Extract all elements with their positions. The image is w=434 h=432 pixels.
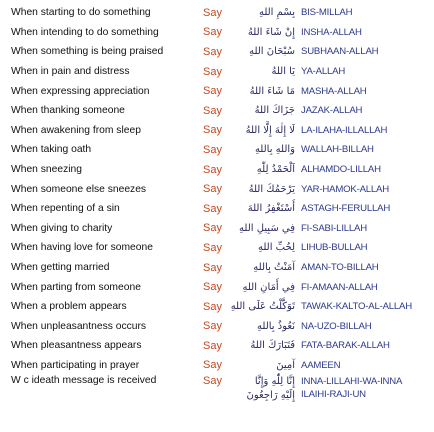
occasion-text: When getting married [11,262,110,274]
say-label: Say [203,339,222,352]
arabic-phrase: جَزَاكَ اللهُ [254,105,295,117]
arabic-phrase: بِسْمِ اللهِ [258,7,295,19]
say-label: Say [203,6,222,19]
say-label: Say [203,26,222,39]
occasion-text: When giving to charity [11,222,113,234]
arabic-phrase: يَرْحَمُكَ اللهُ [248,183,295,195]
occasion-text: When thanking someone [11,105,125,117]
transliteration: FI-AMAAN-ALLAH [301,281,378,293]
say-label: Say [203,202,222,215]
arabic-phrase: فَتَبَارَكَ اللهُ [250,340,295,352]
table-row [0,238,434,258]
transliteration: SUBHAAN-ALLAH [301,46,379,58]
say-label: Say [203,261,222,274]
arabic-phrase: أَسْتَغْفِرُ اللهَ [247,203,295,215]
table-row [0,258,434,278]
say-label: Say [203,143,222,156]
occasion-text: When having love for someone [11,242,153,254]
say-label: Say [203,300,222,313]
transliteration: YA-ALLAH [301,66,346,78]
table-row [0,317,434,337]
transliteration: LIHUB-BULLAH [301,242,368,254]
occasion-text: When awakening from sleep [11,124,141,136]
table-row [0,140,434,160]
phrases-table [0,3,434,409]
transliteration: JAZAK-ALLAH [301,105,363,117]
transliteration-line: INNA-LILLAHI-WA-INNA [301,376,403,388]
transliteration: WALLAH-BILLAH [301,144,374,156]
say-label: Say [203,163,222,176]
arabic-phrase-line: إِنَّا لِلّٰهِ وَإِنَّا [254,376,295,388]
table-row [0,297,434,317]
transliteration: NA-UZO-BILLAH [301,320,372,332]
table-row [0,219,434,239]
table-row [0,121,434,141]
table-row [0,62,434,82]
say-label: Say [203,359,222,372]
arabic-phrase: يَا اللهُ [271,66,295,78]
arabic-phrase: اَلْحَمْدُ لِلّٰهِ [256,164,295,176]
arabic-phrase: آمِينَ [276,359,295,371]
transliteration: FATA-BARAK-ALLAH [301,340,390,352]
occasion-text: When repenting of a sin [11,203,120,215]
arabic-phrase: مَا شَاءَ اللهُ [249,85,295,97]
table-row [0,3,434,23]
table-row [0,179,434,199]
table-row [0,81,434,101]
arabic-phrase: فِي أَمَانِ اللهِ [242,281,295,293]
arabic-phrase: فِي سَبِيلِ اللهِ [239,222,295,234]
transliteration: ALHAMDO-LILLAH [301,164,381,176]
transliteration: LA-ILAHA-ILLALLAH [301,124,388,136]
transliteration: AMAN-TO-BILLAH [301,262,379,274]
say-label: Say [203,124,222,137]
say-label: Say [203,281,222,294]
arabic-phrase-line: إِلَيْهِ رَاجِعُونَ [246,390,295,402]
arabic-phrase: سُبْحَانَ اللهِ [249,46,295,58]
occasion-text: When starting to do something [11,7,151,19]
table-row [0,101,434,121]
arabic-phrase: لَا إِلٰهَ إِلَّا اللهُ [245,124,295,136]
say-label: Say [203,183,222,196]
occasion-text: When parting from someone [11,281,141,293]
arabic-phrase: آمَنْتُ بِاللهِ [253,262,295,274]
occasion-text: When taking oath [11,144,92,156]
occasion-text: When intending to do something [11,26,159,38]
table-row [0,375,434,409]
say-label: Say [203,241,222,254]
table-row [0,42,434,62]
arabic-phrase: تَوَكَّلْتُ عَلَى اللهِ [230,301,295,313]
transliteration: YAR-HAMOK-ALLAH [301,183,389,195]
transliteration: FI-SABI-LILLAH [301,222,367,234]
occasion-text: When participating in prayer [11,359,140,371]
transliteration: AAMEEN [301,359,341,371]
table-row [0,23,434,43]
transliteration: BIS-MILLAH [301,7,353,19]
transliteration-line: ILAIHI-RAJI-UN [301,389,366,401]
arabic-phrase: إِنْ شَاءَ اللهُ [247,26,295,38]
occasion-text: When expressing appreciation [11,85,150,97]
arabic-phrase [243,375,295,403]
table-row [0,160,434,180]
say-label: Say [203,320,222,333]
occasion-text: W c ideath message is received [11,375,157,387]
transliteration: TAWAK-KALTO-AL-ALLAH [301,301,412,313]
table-row [0,277,434,297]
arabic-phrase: لِحُبِّ اللهِ [258,242,295,254]
transliteration: ASTAGH-FERULLAH [301,203,391,215]
occasion-text: When someone else sneezes [11,183,147,195]
transliteration: INSHA-ALLAH [301,26,362,38]
occasion-text: When unpleasantness occurs [11,320,147,332]
table-row [0,356,434,376]
say-label: Say [203,375,222,388]
transliteration [295,375,402,401]
arabic-phrase: نَعُوذُ بِاللهِ [257,320,295,332]
occasion-text: When sneezing [11,164,82,176]
say-label: Say [203,222,222,235]
occasion-text: When a problem appears [11,301,127,313]
occasion-text: When in pain and distress [11,66,130,78]
say-label: Say [203,45,222,58]
transliteration: MASHA-ALLAH [301,85,367,97]
occasion-text: When something is being praised [11,46,164,58]
say-label: Say [203,104,222,117]
table-row [0,199,434,219]
occasion-text: When pleasantness appears [11,340,142,352]
arabic-phrase: وَاللهِ بِاللهِ [254,144,295,156]
table-row [0,336,434,356]
say-label: Say [203,85,222,98]
say-label: Say [203,65,222,78]
